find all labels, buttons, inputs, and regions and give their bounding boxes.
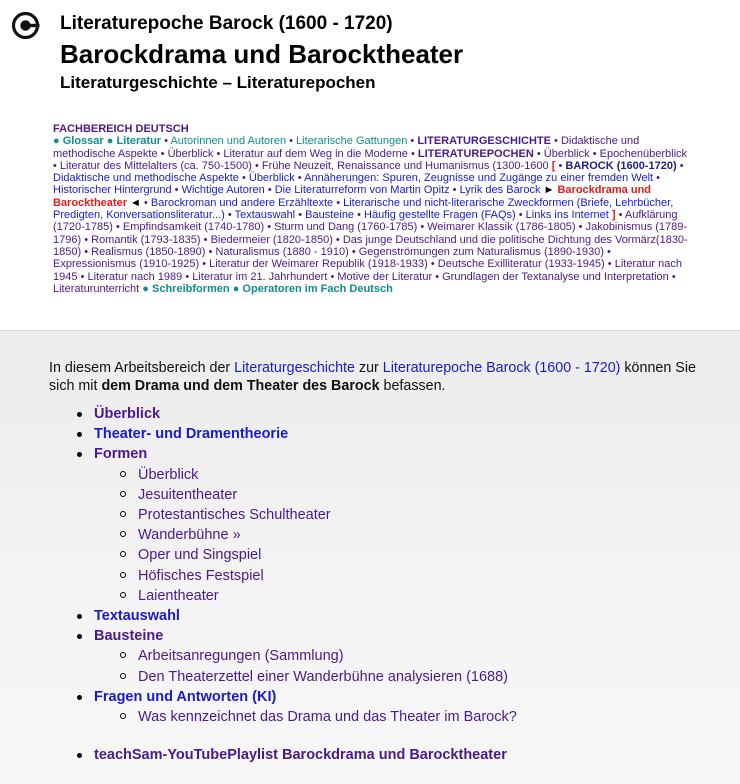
menu-wanderbuehne[interactable]: Wanderbühne »	[138, 527, 241, 544]
submenu-formen	[94, 465, 724, 606]
nav-ueberblick-1[interactable]: Überblick	[167, 147, 214, 160]
nav-aufklaerung[interactable]: Aufklärung (1720-1785)	[53, 209, 678, 234]
nav-separator: •	[536, 147, 541, 160]
menu-item	[64, 444, 724, 606]
nav-separator: •	[558, 159, 563, 172]
nav-separator: •	[297, 172, 302, 185]
menu-laientheater[interactable]: Laientheater	[138, 587, 219, 604]
nav-separator: •	[144, 196, 148, 209]
nav-fachbereich-deutsch[interactable]: FACHBEREICH DEUTSCH	[53, 123, 189, 135]
nav-glossar[interactable]: Glossar	[62, 135, 104, 148]
menu-formen[interactable]: Formen	[94, 446, 148, 463]
nav-barock[interactable]: BAROCK (1600-1720)	[565, 159, 677, 172]
nav-separator: •	[289, 135, 293, 148]
nav-separator: •	[679, 159, 684, 172]
submenu-item	[94, 505, 724, 525]
nav-annaeherungen[interactable]: Annäherungen: Spuren, Zeugnisse und Zugänge zu einer fremden Welt	[304, 172, 654, 185]
arrow-left-icon: ◄	[130, 196, 141, 209]
nav-weimarer-republik[interactable]: Literatur der Weimarer Republik (1918-1933)	[209, 258, 428, 271]
nav-separator: •	[410, 147, 415, 160]
nav-romantik[interactable]: Romantik (1793-1835)	[91, 233, 201, 246]
nav-bullet: ●	[142, 282, 149, 295]
nav-grundlagen[interactable]: Grundlagen der Textanalyse und Interpretation	[442, 270, 669, 283]
nav-separator: •	[671, 270, 676, 283]
nav-separator: •	[330, 270, 335, 283]
menu-fragen-antworten[interactable]: Fragen und Antworten (KI)	[94, 688, 277, 705]
nav-junges-deutschland[interactable]: Das junge Deutschland und die politische Dichtung des Vormärz(1830-1850)	[53, 233, 688, 258]
nav-separator: •	[160, 147, 165, 160]
nav-separator: •	[335, 233, 340, 246]
menu-jesuitentheater[interactable]: Jesuitentheater	[138, 486, 238, 503]
nav-didaktik-1[interactable]: Didaktische und methodische Aspekte	[53, 135, 640, 160]
nav-faqs[interactable]: Häufig gestellte Fragen (FAQs)	[364, 209, 516, 222]
nav-separator: •	[336, 196, 341, 209]
nav-separator: •	[518, 209, 523, 222]
nav-current-page: Barockdrama und Barocktheater	[53, 184, 652, 209]
menu-formen-ueberblick[interactable]: Überblick	[138, 466, 199, 483]
nav-separator: •	[164, 135, 169, 148]
nav-fruehe-neuzeit[interactable]: Frühe Neuzeit, Renaissance und Humanismus (1300-1600	[261, 159, 549, 172]
nav-nach-1945[interactable]: Literatur nach 1945	[53, 258, 682, 283]
nav-sturm-und-drang[interactable]: Sturm und Dang (1760-1785)	[274, 221, 418, 234]
nav-didaktik-2[interactable]: Didaktische und methodische Aspekte	[53, 172, 239, 185]
nav-separator: •	[618, 209, 623, 222]
intro-text: zur	[354, 360, 383, 376]
menu-theaterzettel[interactable]: Den Theaterzettel einer Wanderbühne analysieren (1688)	[138, 668, 508, 685]
nav-separator: •	[80, 270, 85, 283]
nav-literaturgeschichte[interactable]: LITERATURGESCHICHTE	[417, 135, 551, 148]
submenu-bausteine	[94, 646, 724, 686]
nav-bullet: ●	[106, 135, 114, 148]
nav-motive[interactable]: Motive der Literatur	[337, 270, 433, 283]
nav-expressionismus[interactable]: Expressionismus (1910-1925)	[53, 258, 200, 271]
link-literaturepoche-barock[interactable]: Literaturepoche Barock (1600 - 1720)	[382, 360, 621, 376]
intro-text: können Sie sich mit	[49, 360, 696, 394]
epoch-title: Literaturepoche Barock (1600 - 1720)	[60, 13, 393, 34]
submenu-item	[94, 485, 724, 505]
nav-separator: •	[254, 159, 259, 172]
submenu-item	[94, 525, 724, 545]
nav-separator: •	[592, 147, 597, 160]
nav-mittelalter[interactable]: Literatur des Mittelalters (ca. 750-1500)	[59, 159, 252, 172]
nav-separator: •	[357, 209, 361, 222]
nav-hintergrund[interactable]: Historischer Hintergrund	[53, 184, 172, 197]
nav-separator: •	[203, 233, 208, 246]
nav-opitz[interactable]: Die Literaturreform von Martin Opitz	[274, 184, 450, 197]
nav-separator: •	[298, 209, 303, 222]
nav-textauswahl[interactable]: Textauswahl	[234, 209, 296, 222]
menu-item	[64, 606, 724, 626]
nav-naturalismus[interactable]: Naturalismus (1880 - 1910)	[215, 245, 349, 258]
page-subtitle: Literaturgeschichte – Literaturepochen	[60, 73, 376, 92]
menu-textauswahl[interactable]: Textauswahl	[94, 608, 180, 625]
nav-zweckformen[interactable]: Literarische und nicht-literarische Zweckformen (Briefe, Lehrbücher, Predigten, Konversationsliteratur...)	[53, 196, 674, 222]
submenu-item	[94, 566, 724, 586]
nav-links[interactable]: Links ins Internet	[525, 209, 609, 222]
nav-separator: •	[185, 270, 190, 283]
nav-literatur-moderne[interactable]: Literatur auf dem Weg in die Moderne	[223, 147, 408, 160]
intro-bold: dem Drama und dem Theater des Barock	[101, 378, 380, 394]
page-title: Barockdrama und Barocktheater	[60, 39, 464, 69]
nav-separator: •	[241, 172, 246, 185]
link-literaturgeschichte[interactable]: Literaturgeschichte	[234, 360, 355, 376]
submenu-item	[94, 545, 724, 565]
submenu-item	[94, 465, 724, 485]
nav-biedermeier[interactable]: Biedermeier (1820-1850)	[210, 233, 333, 246]
nav-barockroman[interactable]: Barockroman und andere Erzähltexte	[150, 196, 334, 209]
arrow-right-icon: ►	[543, 184, 555, 197]
menu-item	[64, 687, 724, 727]
breadcrumb-navigation	[53, 123, 693, 295]
nav-gegenstroemungen[interactable]: Gegenströmungen zum Naturalismus (1890-1930)	[358, 245, 604, 258]
nav-separator: •	[578, 221, 583, 234]
menu-item	[64, 626, 724, 687]
nav-separator: •	[452, 184, 457, 197]
nav-literaturepochen[interactable]: LITERATUREPOCHEN	[417, 147, 534, 160]
submenu-item	[94, 646, 724, 666]
submenu-fragen	[94, 707, 724, 727]
nav-separator: •	[656, 172, 661, 185]
nav-bullet: ●	[53, 135, 60, 148]
nav-separator: •	[202, 258, 207, 271]
nav-nach-1989[interactable]: Literatur nach 1989	[87, 270, 183, 283]
intro-text: befassen.	[379, 378, 446, 394]
nav-separator: •	[208, 245, 213, 258]
teachsam-logo-icon[interactable]	[11, 11, 40, 40]
nav-ueberblick-3[interactable]: Überblick	[248, 172, 295, 185]
menu-item	[64, 404, 724, 424]
nav-bullet: ●	[232, 282, 240, 295]
bracket-open: [	[551, 159, 556, 172]
intro-paragraph	[49, 359, 709, 395]
nav-separator: •	[174, 184, 179, 197]
bracket-close: ]	[611, 209, 616, 222]
nav-separator: •	[606, 245, 611, 258]
nav-separator: •	[267, 221, 272, 234]
nav-epochenueberblick[interactable]: Epochenüberblick	[599, 147, 688, 160]
submenu-item	[94, 586, 724, 606]
menu-item	[64, 424, 724, 444]
nav-separator: •	[84, 233, 89, 246]
nav-empfindsamkeit[interactable]: Empfindsamkeit (1740-1780)	[122, 221, 265, 234]
nav-separator: •	[554, 135, 558, 148]
nav-separator: •	[420, 221, 425, 234]
nav-ueberblick-2[interactable]: Überblick	[543, 147, 590, 160]
menu-oper-singspiel[interactable]: Oper und Singspiel	[138, 547, 262, 564]
nav-wichtige-autoren[interactable]: Wichtige Autoren	[181, 184, 265, 197]
menu-item	[64, 745, 724, 765]
submenu-item	[94, 667, 724, 687]
nav-bausteine[interactable]: Bausteine	[305, 209, 355, 222]
nav-lyrik[interactable]: Lyrik des Barock	[459, 184, 541, 197]
nav-realismus[interactable]: Realismus (1850-1890)	[91, 245, 206, 258]
nav-separator: •	[216, 147, 221, 160]
menu-schultheater[interactable]: Protestantisches Schultheater	[138, 507, 331, 524]
nav-exilliteratur[interactable]: Deutsche Exilliteratur (1933-1945)	[437, 258, 605, 271]
menu-ueberblick[interactable]: Überblick	[94, 406, 161, 422]
nav-separator: •	[435, 270, 440, 283]
nav-separator: •	[227, 209, 232, 222]
menu-bausteine[interactable]: Bausteine	[94, 628, 164, 645]
intro-text: In diesem Arbeitsbereich der	[49, 360, 235, 376]
nav-separator: •	[430, 258, 435, 271]
nav-literatur[interactable]: Literatur	[116, 135, 162, 148]
nav-gattungen[interactable]: Literarische Gattungen	[296, 135, 408, 148]
nav-separator: •	[84, 245, 89, 258]
nav-separator: •	[116, 221, 120, 234]
nav-jakobinismus[interactable]: Jakobinismus (1789-1796)	[53, 221, 688, 246]
menu-hoefisches-festspiel[interactable]: Höfisches Festspiel	[138, 567, 264, 584]
nav-autoren[interactable]: Autorinnen und Autoren	[170, 135, 287, 148]
menu-youtube-playlist[interactable]: teachSam-YouTubePlaylist Barockdrama und Barocktheater	[94, 747, 507, 764]
nav-operatoren[interactable]: Operatoren im Fach Deutsch	[242, 282, 393, 295]
nav-separator: •	[351, 245, 356, 258]
nav-separator: •	[607, 258, 612, 271]
menu-theorie[interactable]: Theater- und Dramentheorie	[94, 426, 289, 443]
menu-arbeitsanregungen[interactable]: Arbeitsanregungen (Sammlung)	[138, 648, 344, 665]
nav-schreibformen[interactable]: Schreibformen	[152, 282, 230, 295]
nav-21-jahrhundert[interactable]: Literatur im 21. Jahrhundert	[192, 270, 328, 283]
nav-separator: •	[410, 135, 415, 148]
nav-literaturunterricht[interactable]: Literaturunterricht	[53, 282, 140, 295]
topic-menu	[64, 404, 724, 765]
nav-separator: •	[267, 184, 272, 197]
menu-frage-drama-theater[interactable]: Was kennzeichnet das Drama und das Theater im Barock?	[138, 709, 517, 726]
submenu-item	[94, 707, 724, 727]
nav-weimarer-klassik[interactable]: Weimarer Klassik (1786-1805)	[427, 221, 576, 234]
nav-separator: •	[53, 159, 57, 172]
